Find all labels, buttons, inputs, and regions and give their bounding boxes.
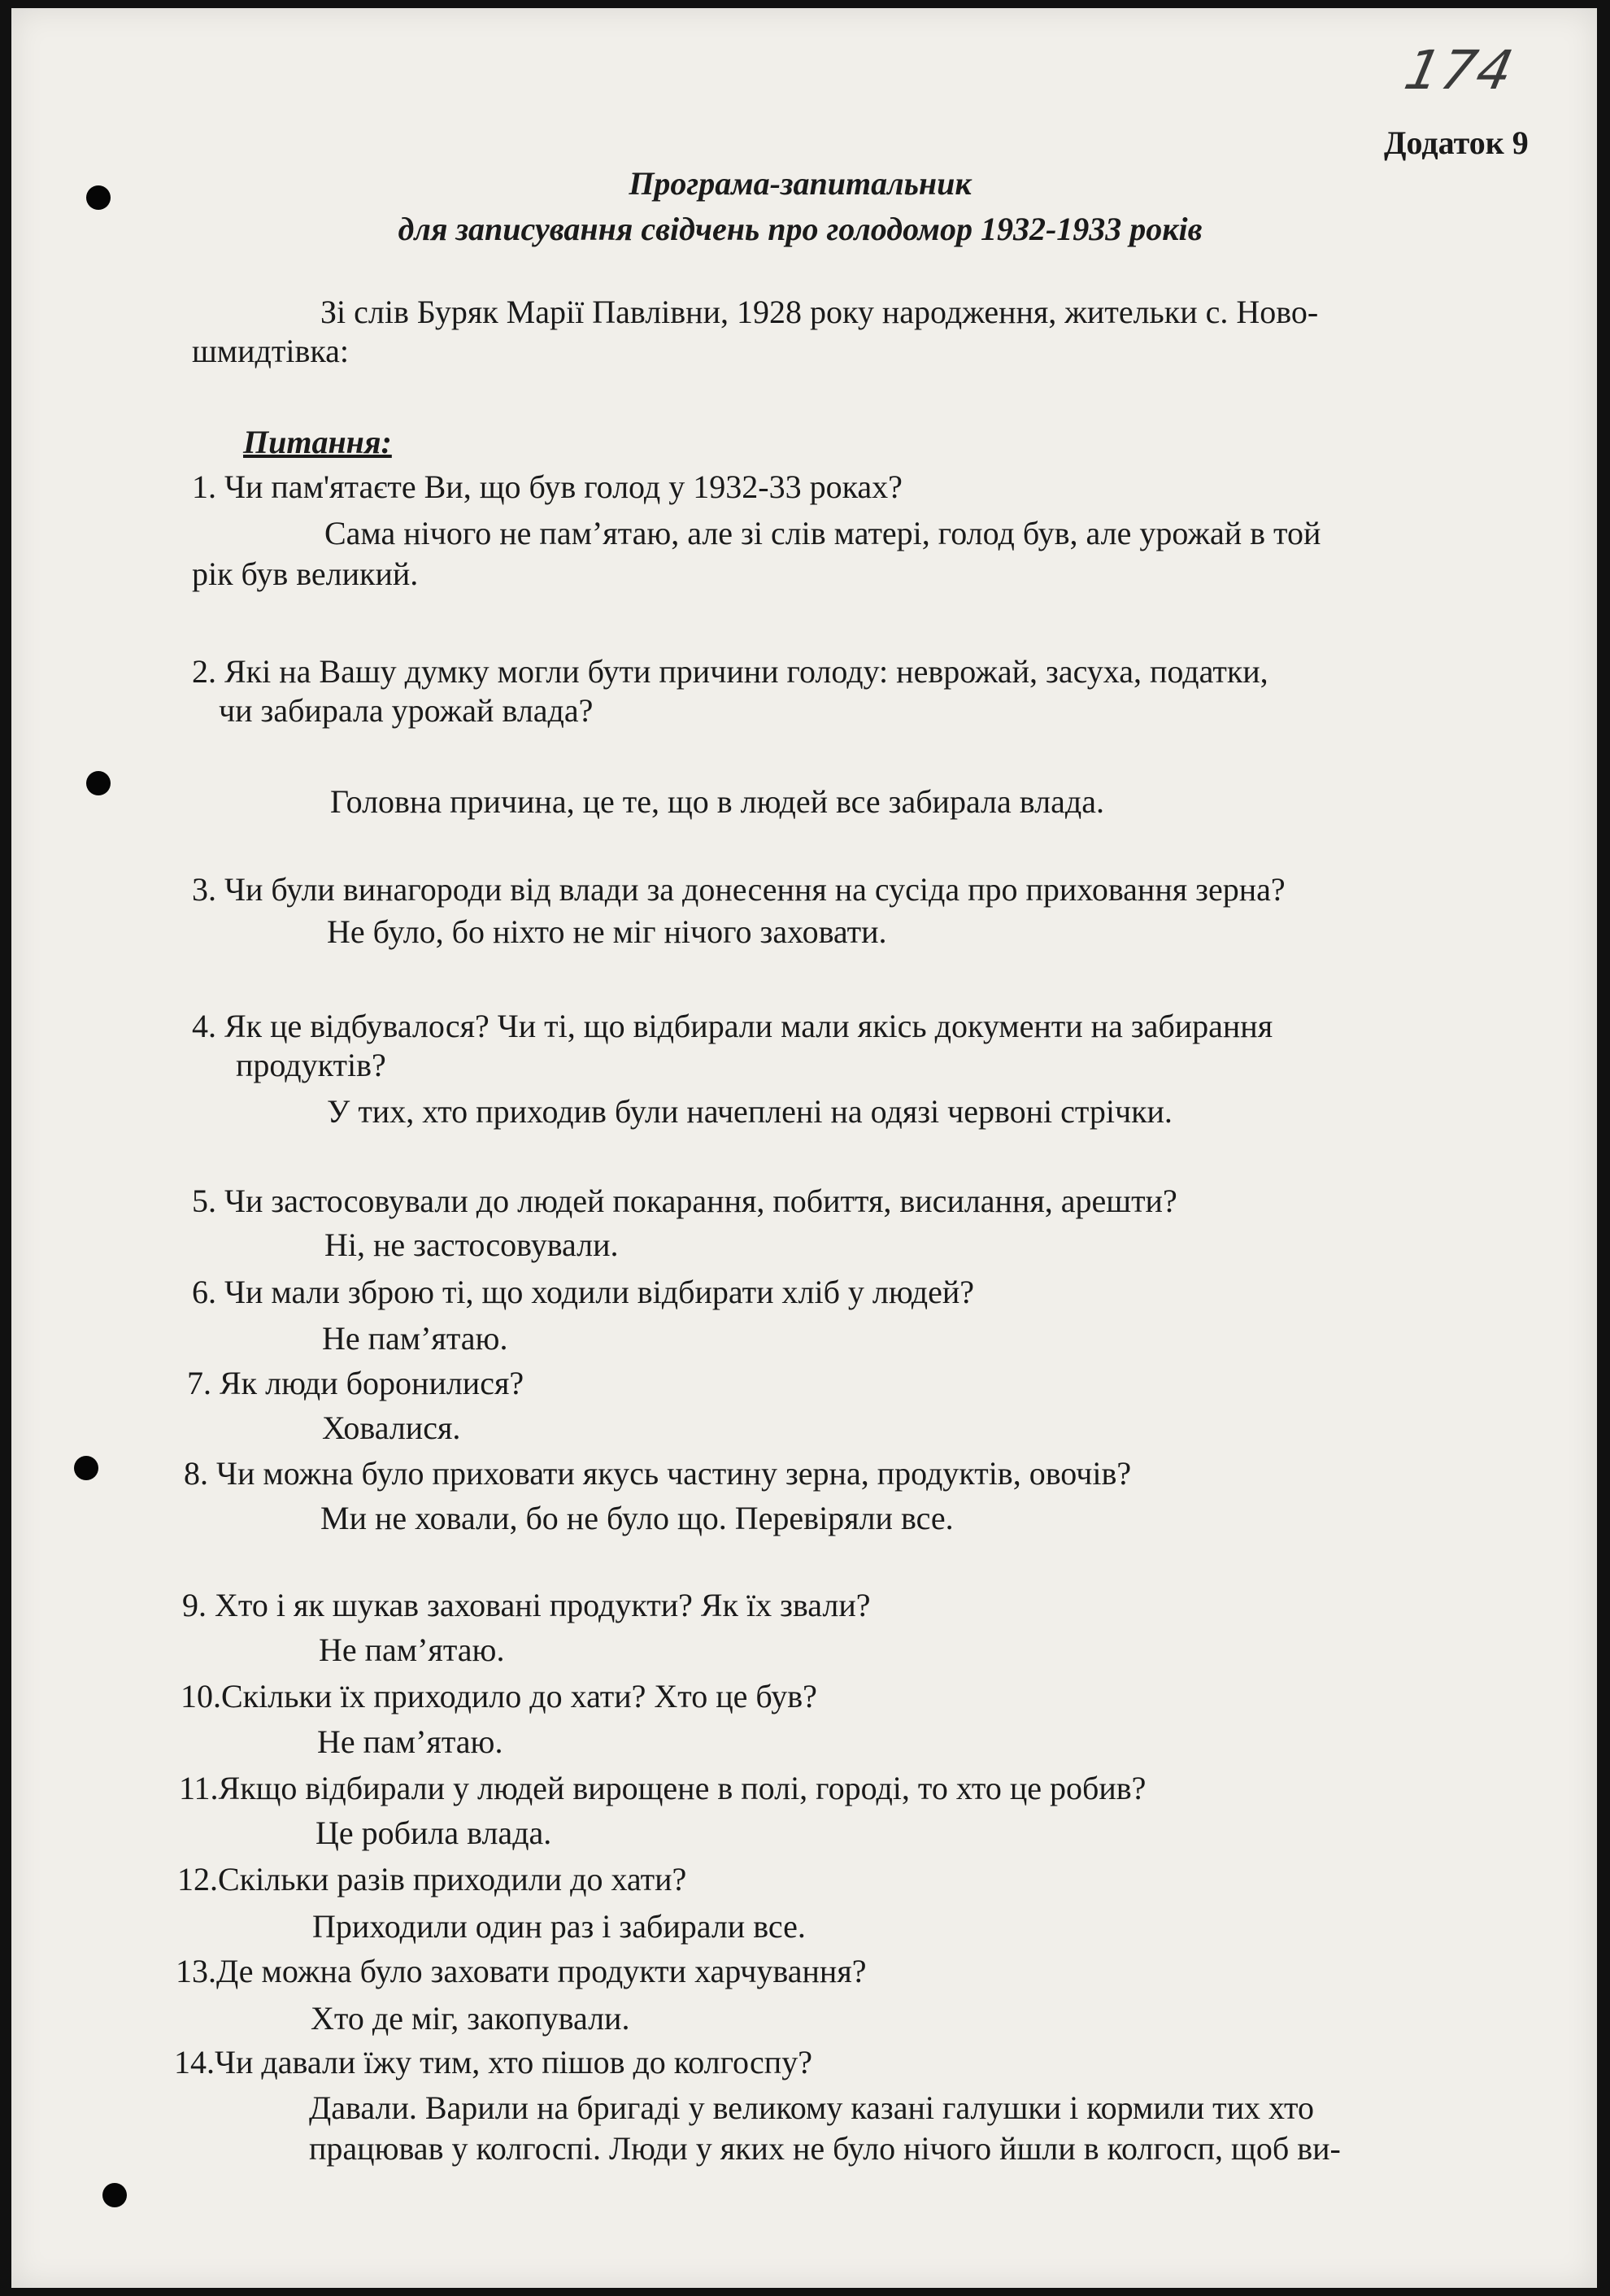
answer-6: Не пам’ятаю. — [322, 1320, 508, 1357]
question-2-line-2: чи забирала урожай влада? — [219, 692, 594, 729]
punch-hole — [74, 1456, 98, 1480]
question-13: 13.Де можна було заховати продукти харчування? — [176, 1953, 867, 1989]
question-4-line-1: 4. Як це відбувалося? Чи ті, що відбирали мали якісь документи на забирання — [192, 1008, 1273, 1044]
question-4-line-2: продуктів? — [236, 1047, 386, 1083]
title-line-2: для записування свідчень про голодомор 1932-1933 років — [398, 211, 1203, 247]
answer-12: Приходили один раз і забирали все. — [312, 1908, 806, 1945]
question-7: 7. Як люди боронилися? — [187, 1365, 524, 1401]
handwritten-page-number: 174 — [1399, 39, 1521, 102]
question-3: 3. Чи були винагороди від влади за донесення на сусіда про приховання зерна? — [192, 871, 1286, 908]
answer-11: Це робила влада. — [315, 1815, 552, 1851]
question-6: 6. Чи мали зброю ті, що ходили відбирати хліб у людей? — [192, 1274, 975, 1310]
answer-7: Ховалися. — [322, 1409, 461, 1446]
answer-1-line-1: Сама нічого не пам’ятаю, але зі слів матері, голод був, але урожай в той — [324, 515, 1321, 551]
punch-hole — [102, 2183, 127, 2207]
question-8: 8. Чи можна було приховати якусь частину зерна, продуктів, овочів? — [184, 1455, 1132, 1492]
answer-9: Не пам’ятаю. — [319, 1632, 505, 1668]
question-5: 5. Чи застосовували до людей покарання, побиття, висилання, арешти? — [192, 1183, 1177, 1219]
answer-14-line-2: працював у колгоспі. Люди у яких не було нічого йшли в колгосп, щоб ви- — [309, 2130, 1341, 2167]
document-page — [11, 8, 1597, 2288]
question-12: 12.Скільки разів приходили до хати? — [177, 1861, 687, 1897]
question-1: 1. Чи пам'ятаєте Ви, що був голод у 1932-33 роках? — [192, 468, 903, 505]
punch-hole — [86, 771, 111, 795]
answer-5: Ні, не застосовували. — [324, 1226, 619, 1263]
appendix-label: Додаток 9 — [1384, 124, 1529, 161]
question-9: 9. Хто і як шукав заховані продукти? Як їх звали? — [182, 1587, 871, 1623]
answer-1-line-2: рік був великий. — [192, 555, 419, 592]
answer-2: Головна причина, це те, що в людей все забирала влада. — [330, 783, 1104, 820]
answer-14-line-1: Давали. Варили на бригаді у великому казані галушки і кормили тих хто — [309, 2089, 1314, 2126]
intro-line-2: шмидтівка: — [192, 333, 350, 369]
intro-line-1: Зі слів Буряк Марії Павлівни, 1928 року народження, жительки с. Ново- — [320, 294, 1319, 330]
questions-heading: Питання: — [243, 424, 392, 460]
answer-13: Хто де міг, закопували. — [311, 2000, 630, 2037]
answer-10: Не пам’ятаю. — [317, 1723, 503, 1760]
title-line-1: Програма-запитальник — [629, 165, 972, 202]
answer-4: У тих, хто приходив були начеплені на одязі червоні стрічки. — [327, 1093, 1173, 1130]
answer-3: Не було, бо ніхто не міг нічого заховати. — [327, 913, 887, 950]
question-10: 10.Скільки їх приходило до хати? Хто це був? — [181, 1678, 817, 1714]
question-11: 11.Якщо відбирали у людей вирощене в полі, городі, то хто це робив? — [179, 1770, 1147, 1806]
answer-8: Ми не ховали, бо не було що. Перевіряли все. — [320, 1500, 954, 1536]
question-2-line-1: 2. Які на Вашу думку могли бути причини голоду: неврожай, засуха, податки, — [192, 653, 1268, 690]
question-14: 14.Чи давали їжу тим, хто пішов до колгоспу? — [174, 2044, 812, 2080]
